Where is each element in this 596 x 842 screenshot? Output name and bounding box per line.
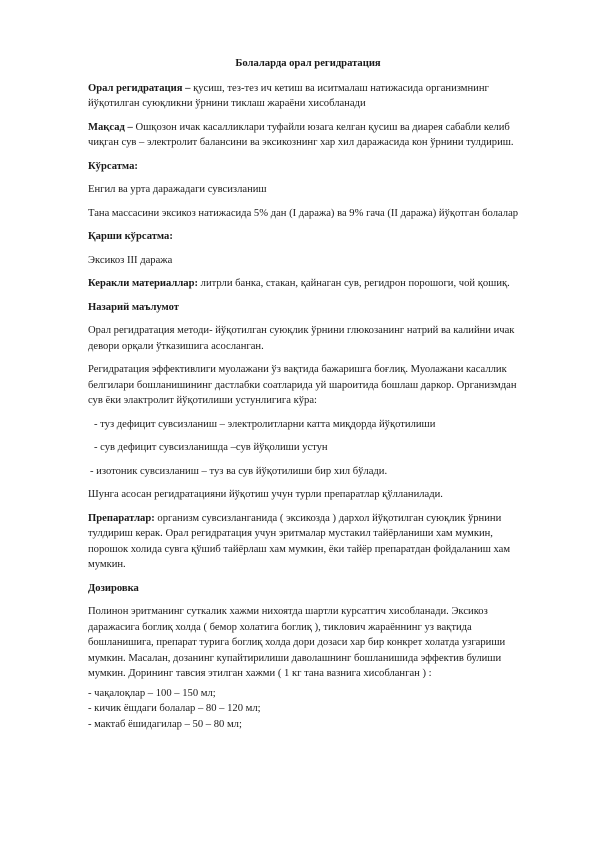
goal-term: Мақсад – bbox=[88, 121, 133, 133]
indications-item: Енгил ва урта даражадаги сувсизланиш bbox=[88, 184, 267, 195]
contraindications-item: Эксикоз III даража bbox=[88, 254, 173, 266]
indications-heading: Кўрсатма: bbox=[88, 160, 138, 172]
dehydration-type-item: - изотоник сувсизланиш – туз ва сув йўқотилиши бир хил бўлади. bbox=[90, 465, 388, 477]
contraindications-heading: Қарши кўрсатма: bbox=[88, 231, 173, 242]
dehydration-type-item: - сув дефицит сувсизланишда –сув йўқолиши устун bbox=[94, 442, 328, 453]
preparations-term: Препаратлар: bbox=[88, 512, 155, 524]
preparations-text: организм сувсизланганида ( эксикозда ) дархол йўқотилган суюқлик ўрнини тулдириш керак. Орал регидратация учун эритмалар мустакил тайёрланиши хам мумкин, порошок холида сувга қўшиб тайёрлаш хам мумкин, ёки тайёр препаратдан фойдаланиш хам мумкин. bbox=[88, 512, 511, 570]
theory-paragraph: Регидратация эффективлиги муолажани ўз вақтида бажаришга боғлиқ. Муолажани касаллик белгилари бошланишининг дастлабки соатларида уй шароитида бошлаш даркор. Организмдан сув ёки элактролит йўқотилиши устунлигига кўра: bbox=[88, 364, 517, 406]
goal-paragraph bbox=[88, 120, 528, 151]
theory-paragraph: Орал регидратация методи- йўқотилган суюқлик ўрнини глюкозанинг натрий ва калийни ичак девори орқали ўтказишига асосланган. bbox=[88, 325, 515, 352]
materials-paragraph bbox=[88, 276, 528, 292]
indications-item: Тана массасини эксикоз натижасида 5% дан (I даража) ва 9% гача (II даража) йўқотган болалар bbox=[88, 207, 519, 219]
dehydration-type-item: - туз дефицит сувсизланиш – электролитларни катта миқдорда йўқотилиши bbox=[94, 418, 436, 430]
dosage-list-item: - чақалоқлар – 100 – 150 мл; bbox=[88, 687, 216, 699]
document-page bbox=[88, 56, 528, 732]
document-title: Болаларда орал регидратация bbox=[235, 58, 381, 69]
dosage-list-item: - кичик ёшдаги болалар – 80 – 120 мл; bbox=[88, 703, 261, 714]
dosage-list bbox=[88, 686, 528, 733]
theory-heading: Назарий маълумот bbox=[88, 301, 179, 313]
dosage-heading: Дозировка bbox=[88, 582, 139, 594]
definition-term: Орал регидратация – bbox=[88, 82, 191, 94]
preparations-paragraph bbox=[88, 511, 528, 573]
definition-paragraph bbox=[88, 81, 528, 112]
materials-term: Керакли материаллар: bbox=[88, 278, 199, 289]
goal-text: Ошқозон ичак касалликлари туфайли юзага келган қусиш ва диарея сабабли келиб чиқган сув – электролит балансини ва эксикознинг хар хил даражасида кон ўрнини тулдириш. bbox=[88, 121, 514, 148]
dosage-paragraph: Полинон эритманинг суткалик хажми нихоятда шартли курсатгич хисобланади. Эксикоз даражасига боглиқ холда ( бемор холатига боглиқ ), тиклович жараённинг уз вақтида бошланишига, препарат турига боглиқ холда дори дозаси хар бир конкрет холатда узгариши мумкин. Масалан, дозанинг купайтирилиши даволашнинг бошланишида эффектив булиши мумкин. Дорининг тавсия этилган хажми ( 1 кг тана вазнига хисобланган ) : bbox=[88, 606, 506, 679]
materials-text: литрли банка, стакан, қайнаган сув, регидрон порошоги, чой қошиқ. bbox=[198, 278, 510, 289]
dosage-list-item: - мактаб ёшидагилар – 50 – 80 мл; bbox=[88, 718, 242, 730]
theory-conclusion: Шунга асосан регидратацияни йўқотиш учун турли препаратлар қўлланилади. bbox=[88, 489, 443, 500]
definition-text: қусиш, тез-тез ич кетиш ва иситмалаш натижасида организмнинг йўқотилган суюқликни ўрнини тиклаш жараёни хисобланади bbox=[88, 82, 489, 109]
